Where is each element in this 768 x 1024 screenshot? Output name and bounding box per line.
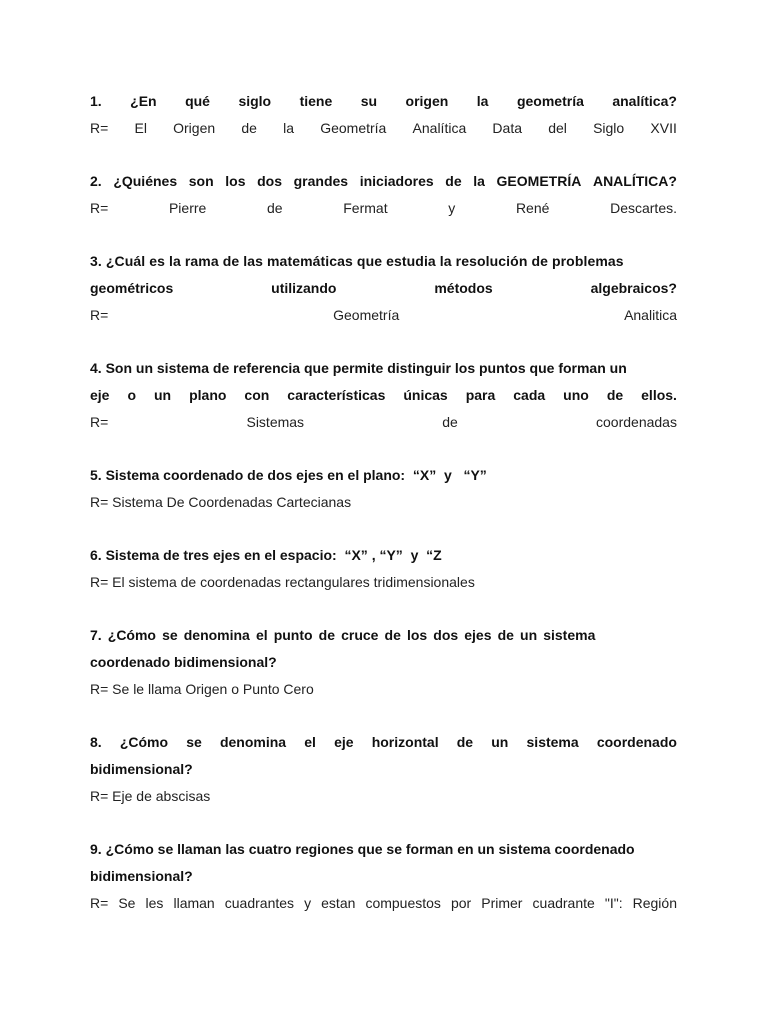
word: la — [476, 93, 489, 109]
question-block-1 — [90, 88, 677, 142]
word: R= — [90, 895, 109, 911]
word: Se — [118, 895, 136, 911]
word: utilizando — [271, 280, 337, 296]
word: R= — [90, 120, 109, 136]
answer-5: R= Sistema De Coordenadas Cartecianas — [90, 494, 352, 510]
answer-3 — [90, 302, 677, 329]
word: de — [606, 387, 624, 403]
question-6: 6. Sistema de tres ejes en el espacio: “X” , “Y” y “Z — [90, 547, 442, 563]
word: para — [465, 387, 496, 403]
word: Geometría — [333, 307, 400, 323]
word: de — [241, 120, 257, 136]
question-1 — [90, 88, 677, 115]
word: iniciadores — [359, 173, 434, 189]
word: horizontal — [371, 734, 439, 750]
word: ¿En — [130, 93, 157, 109]
word: qué — [185, 93, 210, 109]
word: Pierre — [168, 200, 207, 216]
word: R= — [90, 200, 109, 216]
word: Geometría — [320, 120, 387, 136]
answer-9 — [90, 890, 677, 917]
word: coordenado — [596, 734, 677, 750]
word: les — [145, 895, 164, 911]
question-block-2 — [90, 168, 677, 222]
word: un — [154, 387, 172, 403]
word: GEOMETRÍA — [496, 173, 582, 189]
word: "I": — [604, 895, 623, 911]
word: denomina — [219, 734, 287, 750]
answer-6: R= El sistema de coordenadas rectangulares tridimensionales — [90, 574, 475, 590]
word: Primer — [481, 895, 523, 911]
word: y — [304, 895, 312, 911]
question-9-line-2: bidimensional? — [90, 868, 193, 884]
word: 2. — [90, 173, 102, 189]
word: o — [127, 387, 137, 403]
word: compuestos — [365, 895, 441, 911]
word: estan — [321, 895, 356, 911]
word: Analitica — [624, 307, 677, 323]
word: Origen — [173, 120, 216, 136]
question-block-9 — [90, 836, 677, 917]
word: grandes — [293, 173, 349, 189]
word: Región — [632, 895, 677, 911]
question-block-8 — [90, 729, 677, 810]
question-4-line-2 — [90, 382, 677, 409]
word: Analítica — [412, 120, 467, 136]
answer-8: R= Eje de abscisas — [90, 788, 211, 804]
word: algebraicos? — [590, 280, 677, 296]
question-2 — [90, 168, 677, 195]
word: de — [445, 173, 462, 189]
question-block-7 — [90, 622, 677, 703]
question-8-line-1 — [90, 729, 677, 756]
word: siglo — [238, 93, 272, 109]
word: eje — [90, 387, 110, 403]
answer-7: R= Se le llama Origen o Punto Cero — [90, 681, 314, 697]
word: por — [450, 895, 472, 911]
word: coordenadas — [596, 414, 677, 430]
answer-2 — [90, 195, 677, 222]
answer-4 — [90, 409, 677, 436]
word: dos — [257, 173, 282, 189]
word: 1. — [90, 93, 102, 109]
question-9-line-1: 9. ¿Cómo se llaman las cuatro regiones que se forman en un sistema coordenado — [90, 841, 635, 857]
word: XVII — [650, 120, 677, 136]
word: R= — [90, 307, 109, 323]
word: analítica? — [612, 93, 677, 109]
word: geométricos — [90, 280, 174, 296]
word: Siglo — [593, 120, 625, 136]
word: con — [244, 387, 270, 403]
word: eje — [334, 734, 354, 750]
question-5: 5. Sistema coordenado de dos ejes en el plano: “X” y “Y” — [90, 467, 487, 483]
word: cuadrantes — [224, 895, 295, 911]
word: R= — [90, 414, 109, 430]
word: de — [267, 200, 283, 216]
question-4-line-1: 4. Son un sistema de referencia que permite distinguir los puntos que forman un — [90, 360, 627, 376]
word: uno — [563, 387, 589, 403]
word: la — [283, 120, 295, 136]
word: características — [287, 387, 386, 403]
word: Data — [492, 120, 522, 136]
word: cuadrante — [532, 895, 595, 911]
question-7-line-2: coordenado bidimensional? — [90, 654, 277, 670]
question-8-line-2: bidimensional? — [90, 761, 193, 777]
word: cada — [513, 387, 546, 403]
word: plano — [189, 387, 227, 403]
word: Fermat — [343, 200, 388, 216]
question-block-5 — [90, 462, 677, 516]
word: únicas — [403, 387, 448, 403]
word: tiene — [299, 93, 333, 109]
word: El — [134, 120, 147, 136]
word: llaman — [173, 895, 215, 911]
word: métodos — [434, 280, 493, 296]
word: geometría — [516, 93, 584, 109]
word: ¿Quiénes — [113, 173, 178, 189]
word: ANALÍTICA? — [592, 173, 677, 189]
word: su — [360, 93, 378, 109]
word: son — [188, 173, 214, 189]
word: origen — [405, 93, 449, 109]
word: Descartes. — [610, 200, 677, 216]
word: y — [448, 200, 456, 216]
word: Sistemas — [246, 414, 305, 430]
question-3-line-2 — [90, 275, 677, 302]
word: el — [304, 734, 316, 750]
question-block-4 — [90, 355, 677, 436]
word: del — [548, 120, 567, 136]
question-3-line-1: 3. ¿Cuál es la rama de las matemáticas que estudia la resolución de problemas — [90, 253, 624, 269]
word: la — [473, 173, 485, 189]
word: ellos. — [641, 387, 677, 403]
word: un — [491, 734, 509, 750]
word: se — [186, 734, 202, 750]
word: de — [456, 734, 474, 750]
word: ¿Cómo — [119, 734, 169, 750]
question-block-3 — [90, 248, 677, 329]
word: de — [442, 414, 458, 430]
question-block-6 — [90, 542, 677, 596]
word: René — [515, 200, 550, 216]
word: sistema — [526, 734, 579, 750]
word: los — [225, 173, 246, 189]
word: 8. — [90, 734, 102, 750]
answer-1 — [90, 115, 677, 142]
document-page — [90, 88, 677, 917]
question-7-line-1: 7. ¿Cómo se denomina el punto de cruce de los dos ejes de un sistema — [90, 627, 596, 643]
